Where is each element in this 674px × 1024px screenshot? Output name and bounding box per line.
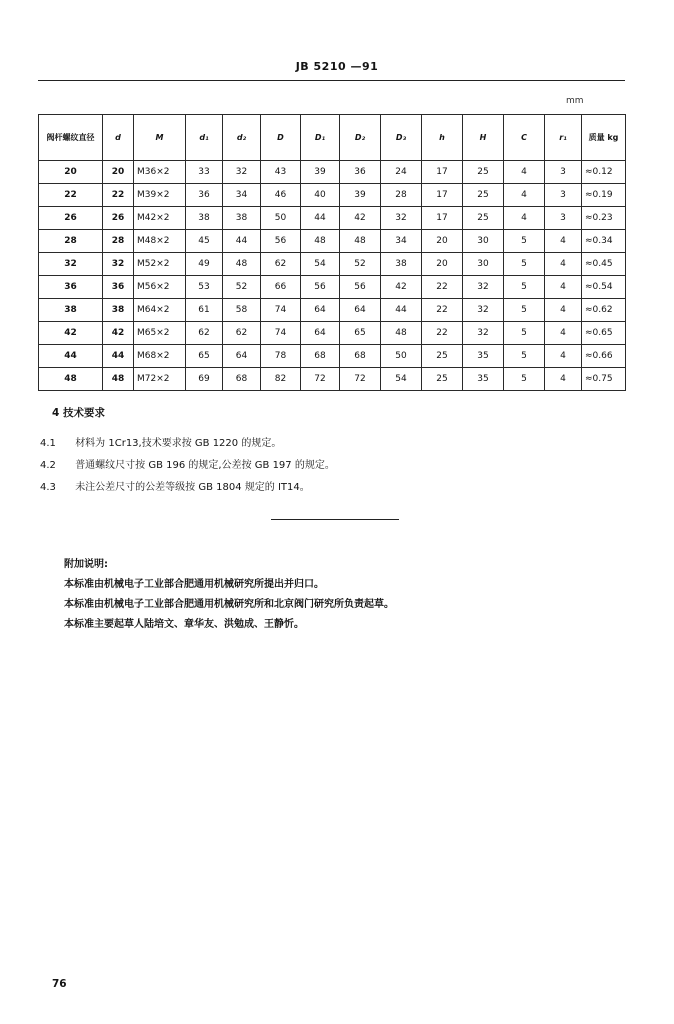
table-cell: M36×2 bbox=[134, 161, 186, 184]
table-row bbox=[39, 322, 626, 345]
table-row bbox=[39, 207, 626, 230]
table-cell: 32 bbox=[463, 299, 504, 322]
table-cell: 49 bbox=[186, 253, 223, 276]
page-number: 76 bbox=[52, 978, 67, 990]
tech-item-number: 4.1 bbox=[40, 438, 56, 449]
table-cell: 3 bbox=[545, 184, 582, 207]
table-cell: 22 bbox=[422, 322, 463, 345]
table-cell: 5 bbox=[504, 322, 545, 345]
table-row bbox=[39, 368, 626, 391]
table-cell: 34 bbox=[381, 230, 422, 253]
table-cell: 4 bbox=[545, 299, 582, 322]
table-cell: 78 bbox=[261, 345, 301, 368]
dimension-table bbox=[38, 114, 626, 391]
tech-item-text: 普通螺纹尺寸按 GB 196 的规定,公差按 GB 197 的规定。 bbox=[75, 460, 335, 471]
table-cell: 4 bbox=[504, 161, 545, 184]
table-cell: 36 bbox=[103, 276, 134, 299]
table-cell: 48 bbox=[301, 230, 340, 253]
table-cell: M64×2 bbox=[134, 299, 186, 322]
table-cell: 56 bbox=[301, 276, 340, 299]
table-cell: 64 bbox=[340, 299, 381, 322]
table-cell: 52 bbox=[223, 276, 261, 299]
table-cell: 20 bbox=[422, 230, 463, 253]
table-cell: M72×2 bbox=[134, 368, 186, 391]
table-cell: ≈0.19 bbox=[582, 184, 626, 207]
table-cell: 28 bbox=[103, 230, 134, 253]
table-cell: 30 bbox=[463, 230, 504, 253]
notes-line: 本标准主要起草人陆培文、章华友、洪勉成、王静忻。 bbox=[64, 619, 304, 630]
table-cell: 48 bbox=[39, 368, 103, 391]
table-row bbox=[39, 184, 626, 207]
table-cell: 50 bbox=[261, 207, 301, 230]
table-cell: M39×2 bbox=[134, 184, 186, 207]
column-header: D₁ bbox=[301, 115, 340, 161]
table-cell: 82 bbox=[261, 368, 301, 391]
section-divider bbox=[271, 519, 399, 520]
table-cell: 48 bbox=[223, 253, 261, 276]
table-cell: M52×2 bbox=[134, 253, 186, 276]
table-cell: ≈0.75 bbox=[582, 368, 626, 391]
table-cell: 54 bbox=[381, 368, 422, 391]
table-cell: 4 bbox=[504, 207, 545, 230]
table-cell: 74 bbox=[261, 322, 301, 345]
tech-item-text: 材料为 1Cr13,技术要求按 GB 1220 的规定。 bbox=[75, 438, 282, 449]
table-cell: 42 bbox=[39, 322, 103, 345]
table-cell: 38 bbox=[39, 299, 103, 322]
table-cell: 64 bbox=[301, 299, 340, 322]
table-cell: 48 bbox=[340, 230, 381, 253]
table-cell: ≈0.45 bbox=[582, 253, 626, 276]
tech-item-number: 4.3 bbox=[40, 482, 56, 493]
table-cell: 44 bbox=[103, 345, 134, 368]
table-cell: 32 bbox=[381, 207, 422, 230]
table-row bbox=[39, 345, 626, 368]
table-cell: 5 bbox=[504, 345, 545, 368]
table-cell: 62 bbox=[223, 322, 261, 345]
table-cell: 38 bbox=[381, 253, 422, 276]
table-cell: 4 bbox=[545, 276, 582, 299]
table-cell: 32 bbox=[39, 253, 103, 276]
table-cell: 25 bbox=[463, 161, 504, 184]
table-cell: 64 bbox=[301, 322, 340, 345]
table-cell: 56 bbox=[340, 276, 381, 299]
table-cell: 68 bbox=[223, 368, 261, 391]
column-header: C bbox=[504, 115, 545, 161]
table-cell: 22 bbox=[103, 184, 134, 207]
table-cell: 35 bbox=[463, 368, 504, 391]
table-cell: M68×2 bbox=[134, 345, 186, 368]
table-cell: 44 bbox=[39, 345, 103, 368]
table-cell: 32 bbox=[463, 276, 504, 299]
table-cell: 33 bbox=[186, 161, 223, 184]
table-cell: 3 bbox=[545, 207, 582, 230]
table-cell: 20 bbox=[39, 161, 103, 184]
table-cell: 36 bbox=[186, 184, 223, 207]
table-cell: 28 bbox=[39, 230, 103, 253]
column-header: H bbox=[463, 115, 504, 161]
table-cell: 42 bbox=[103, 322, 134, 345]
table-cell: 22 bbox=[422, 276, 463, 299]
column-header: r₁ bbox=[545, 115, 582, 161]
table-cell: 22 bbox=[422, 299, 463, 322]
table-cell: 36 bbox=[39, 276, 103, 299]
table-row bbox=[39, 230, 626, 253]
notes-line: 本标准由机械电子工业部合肥通用机械研究所和北京阀门研究所负责起草。 bbox=[64, 599, 394, 610]
column-header: d bbox=[103, 115, 134, 161]
table-cell: 74 bbox=[261, 299, 301, 322]
table-cell: ≈0.34 bbox=[582, 230, 626, 253]
table-cell: 4 bbox=[545, 345, 582, 368]
column-header: M bbox=[134, 115, 186, 161]
table-cell: 20 bbox=[422, 253, 463, 276]
table-cell: 58 bbox=[223, 299, 261, 322]
additional-notes bbox=[64, 555, 394, 635]
tech-item bbox=[40, 456, 335, 478]
table-cell: 32 bbox=[463, 322, 504, 345]
table-cell: 65 bbox=[340, 322, 381, 345]
tech-requirements-list bbox=[40, 434, 335, 500]
table-cell: 36 bbox=[340, 161, 381, 184]
column-header: h bbox=[422, 115, 463, 161]
table-cell: 52 bbox=[340, 253, 381, 276]
tech-item bbox=[40, 434, 335, 456]
table-cell: M56×2 bbox=[134, 276, 186, 299]
tech-item-number: 4.2 bbox=[40, 460, 56, 471]
table-cell: 38 bbox=[223, 207, 261, 230]
table-cell: 30 bbox=[463, 253, 504, 276]
table-cell: 46 bbox=[261, 184, 301, 207]
table-cell: 65 bbox=[186, 345, 223, 368]
table-cell: 68 bbox=[340, 345, 381, 368]
table-row bbox=[39, 276, 626, 299]
column-header: D₃ bbox=[381, 115, 422, 161]
table-cell: 32 bbox=[223, 161, 261, 184]
table-cell: M42×2 bbox=[134, 207, 186, 230]
table-cell: M65×2 bbox=[134, 322, 186, 345]
table-cell: ≈0.12 bbox=[582, 161, 626, 184]
table-cell: 44 bbox=[381, 299, 422, 322]
table-cell: 22 bbox=[39, 184, 103, 207]
table-cell: 4 bbox=[545, 322, 582, 345]
table-cell: 50 bbox=[381, 345, 422, 368]
table-cell: M48×2 bbox=[134, 230, 186, 253]
table-cell: 4 bbox=[545, 253, 582, 276]
table-cell: ≈0.66 bbox=[582, 345, 626, 368]
table-cell: 42 bbox=[381, 276, 422, 299]
table-cell: 5 bbox=[504, 368, 545, 391]
table-cell: 4 bbox=[504, 184, 545, 207]
column-header: 阀杆螺纹直径 bbox=[39, 115, 103, 161]
unit-label: mm bbox=[566, 96, 584, 106]
table-cell: 39 bbox=[340, 184, 381, 207]
table-cell: 44 bbox=[301, 207, 340, 230]
table-cell: 62 bbox=[186, 322, 223, 345]
table-cell: 32 bbox=[103, 253, 134, 276]
tech-item-text: 未注公差尺寸的公差等级按 GB 1804 规定的 IT14。 bbox=[75, 482, 310, 493]
table-cell: 5 bbox=[504, 230, 545, 253]
table-cell: 35 bbox=[463, 345, 504, 368]
column-header: D₂ bbox=[340, 115, 381, 161]
table-cell: ≈0.62 bbox=[582, 299, 626, 322]
table-cell: 17 bbox=[422, 207, 463, 230]
table-cell: 56 bbox=[261, 230, 301, 253]
table-row bbox=[39, 253, 626, 276]
table-cell: 17 bbox=[422, 184, 463, 207]
table-cell: 4 bbox=[545, 230, 582, 253]
table-cell: 72 bbox=[301, 368, 340, 391]
table-cell: 62 bbox=[261, 253, 301, 276]
table-cell: 42 bbox=[340, 207, 381, 230]
table-cell: 44 bbox=[223, 230, 261, 253]
table-cell: 25 bbox=[422, 368, 463, 391]
column-header: d₁ bbox=[186, 115, 223, 161]
notes-line: 本标准由机械电子工业部合肥通用机械研究所提出并归口。 bbox=[64, 579, 324, 590]
table-cell: 45 bbox=[186, 230, 223, 253]
notes-title: 附加说明: bbox=[64, 559, 108, 570]
table-cell: 43 bbox=[261, 161, 301, 184]
table-cell: 24 bbox=[381, 161, 422, 184]
table-cell: 20 bbox=[103, 161, 134, 184]
table-row bbox=[39, 299, 626, 322]
table-cell: 53 bbox=[186, 276, 223, 299]
table-cell: 34 bbox=[223, 184, 261, 207]
table-cell: 54 bbox=[301, 253, 340, 276]
table-cell: ≈0.54 bbox=[582, 276, 626, 299]
table-cell: 4 bbox=[545, 368, 582, 391]
table-cell: 25 bbox=[463, 184, 504, 207]
table-header-row bbox=[39, 115, 626, 161]
table-cell: ≈0.65 bbox=[582, 322, 626, 345]
header-rule bbox=[38, 80, 625, 81]
table-cell: 5 bbox=[504, 299, 545, 322]
table-cell: ≈0.23 bbox=[582, 207, 626, 230]
table-cell: 25 bbox=[422, 345, 463, 368]
table-cell: 26 bbox=[103, 207, 134, 230]
table-row bbox=[39, 161, 626, 184]
table-cell: 38 bbox=[103, 299, 134, 322]
column-header: d₂ bbox=[223, 115, 261, 161]
table-cell: 38 bbox=[186, 207, 223, 230]
table-body bbox=[39, 161, 626, 391]
table-cell: 40 bbox=[301, 184, 340, 207]
table-cell: 3 bbox=[545, 161, 582, 184]
table-cell: 17 bbox=[422, 161, 463, 184]
table-cell: 25 bbox=[463, 207, 504, 230]
table-cell: 48 bbox=[103, 368, 134, 391]
table-cell: 5 bbox=[504, 276, 545, 299]
tech-item bbox=[40, 478, 335, 500]
column-header: D bbox=[261, 115, 301, 161]
table-cell: 5 bbox=[504, 253, 545, 276]
section-title: 4 技术要求 bbox=[52, 407, 105, 419]
table-cell: 69 bbox=[186, 368, 223, 391]
table-cell: 72 bbox=[340, 368, 381, 391]
table-cell: 26 bbox=[39, 207, 103, 230]
table-cell: 39 bbox=[301, 161, 340, 184]
table-cell: 48 bbox=[381, 322, 422, 345]
document-header: JB 5210 —91 bbox=[295, 60, 379, 73]
table-cell: 68 bbox=[301, 345, 340, 368]
column-header: 质量 kg bbox=[582, 115, 626, 161]
table-cell: 64 bbox=[223, 345, 261, 368]
table-cell: 28 bbox=[381, 184, 422, 207]
table-cell: 66 bbox=[261, 276, 301, 299]
table-cell: 61 bbox=[186, 299, 223, 322]
